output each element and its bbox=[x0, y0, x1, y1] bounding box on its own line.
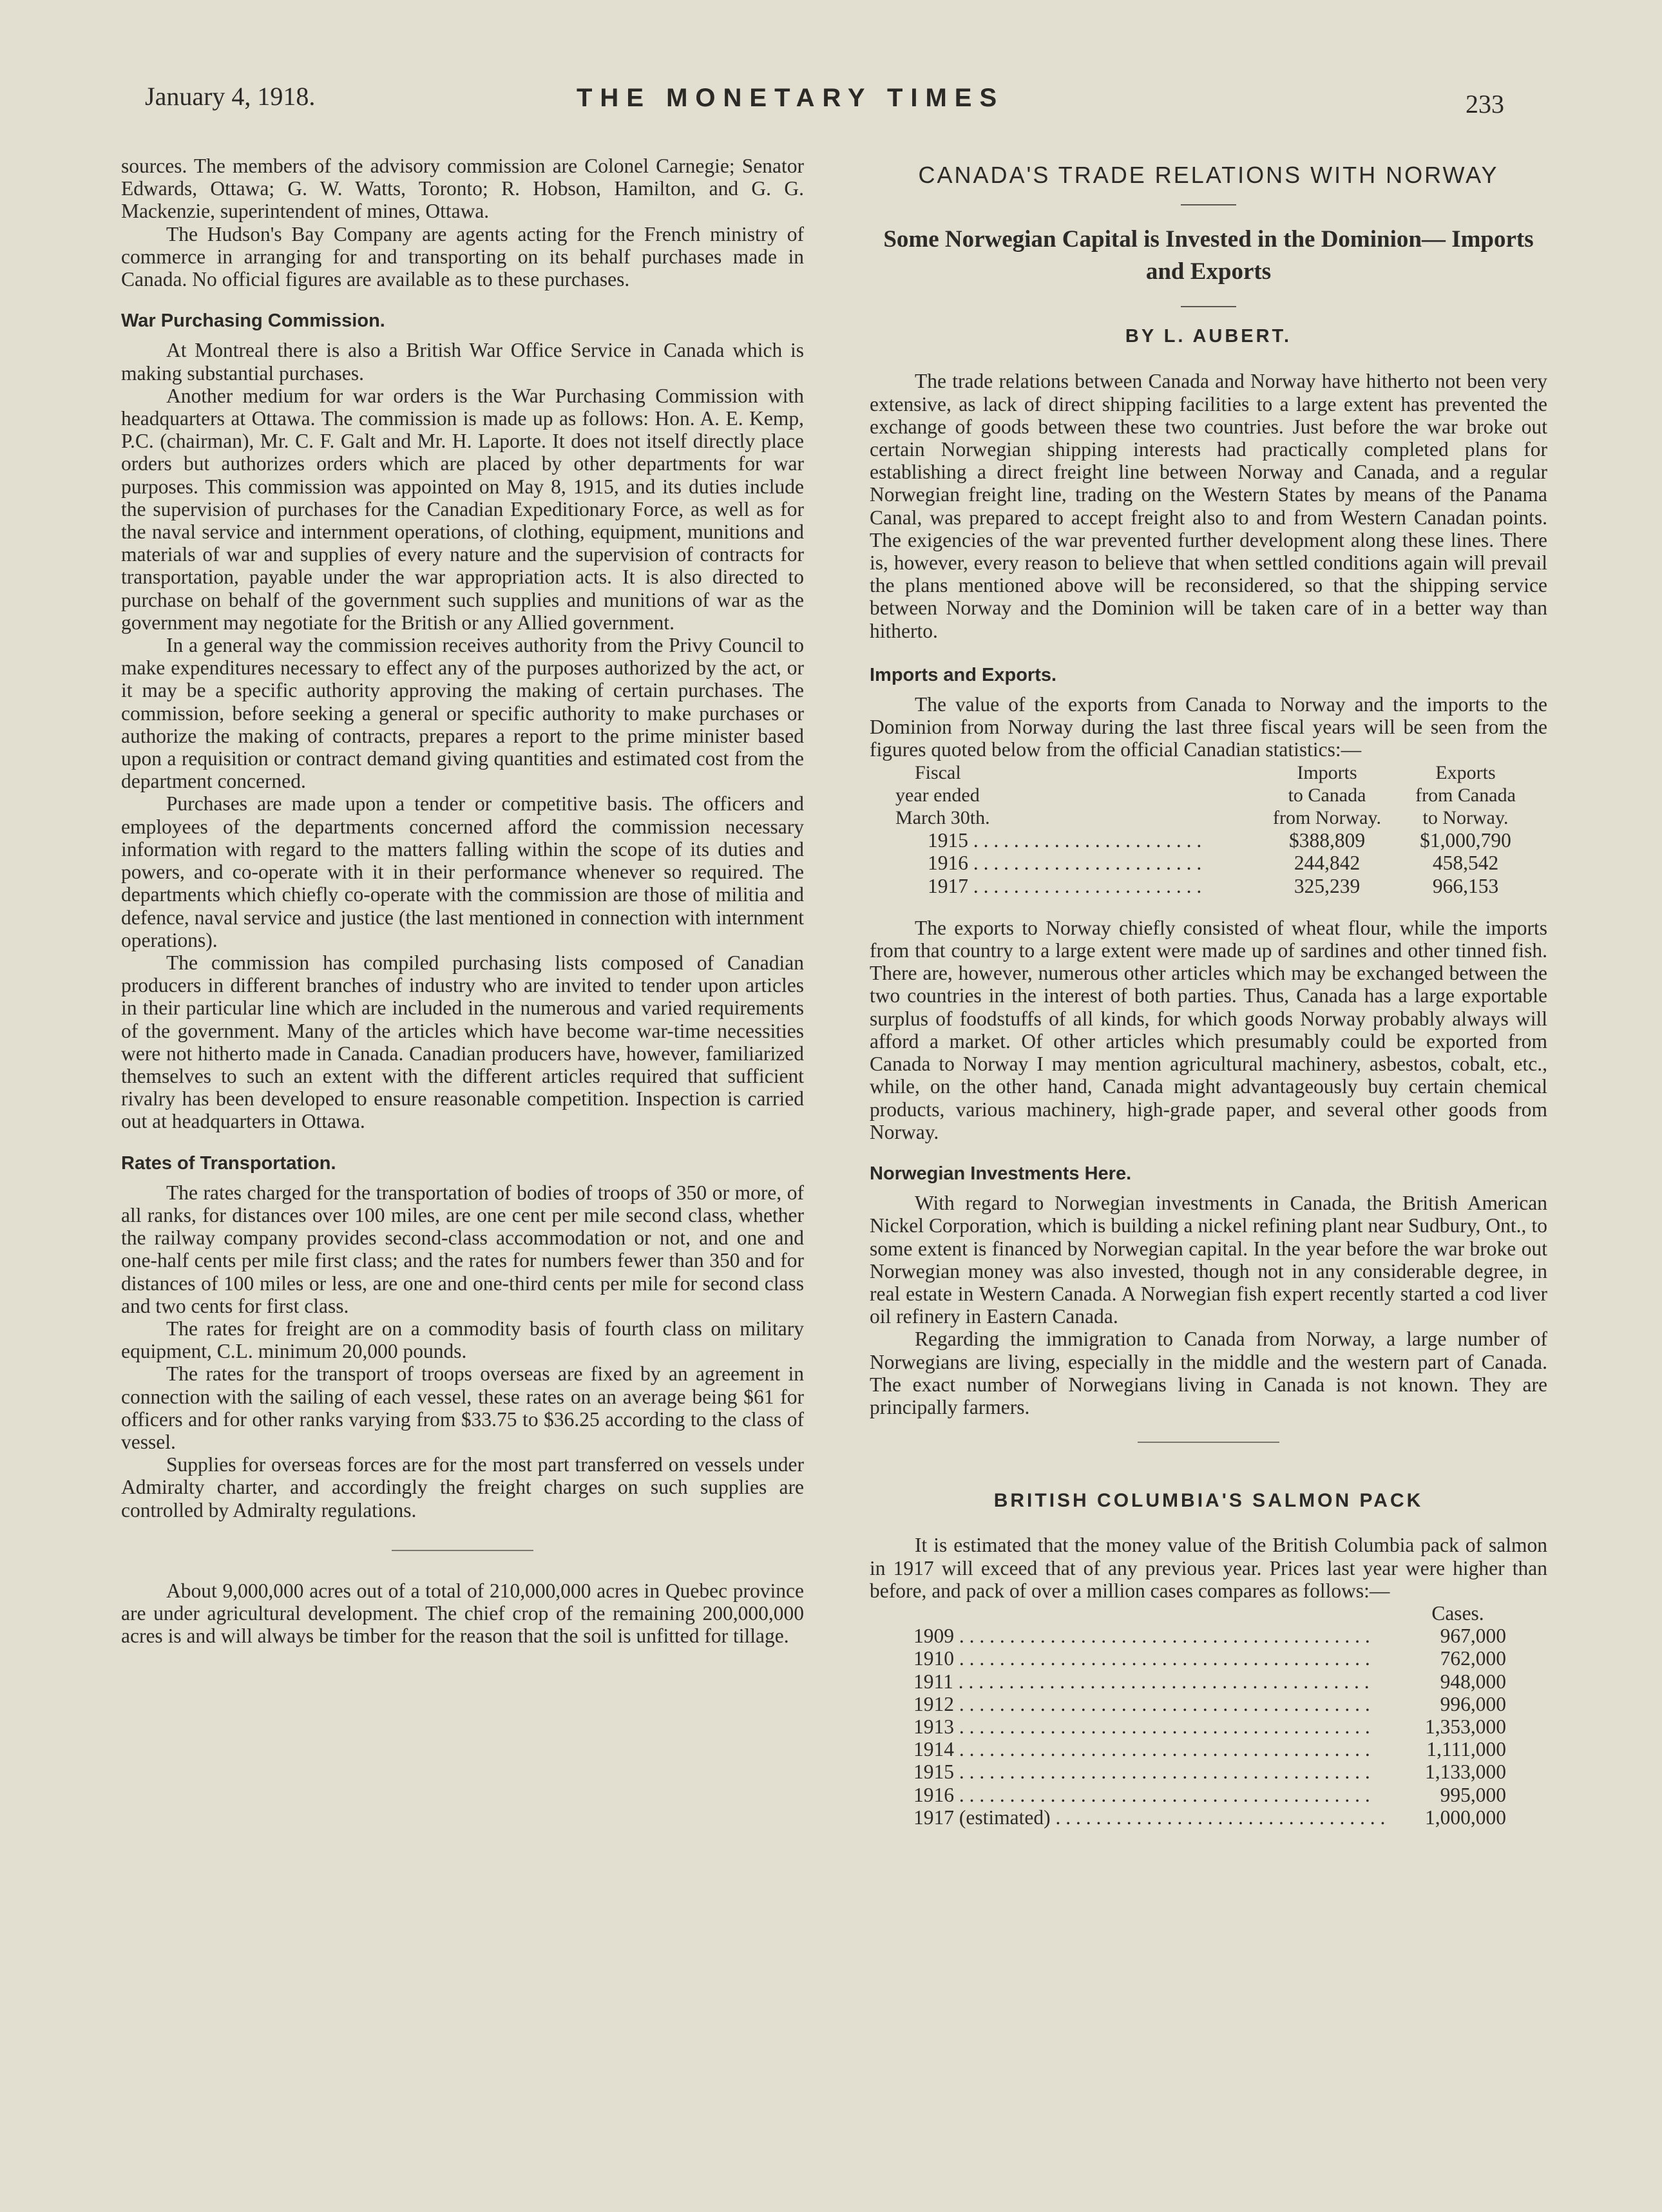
table-header-cell: to Canada bbox=[1288, 784, 1366, 806]
table-row: 1911 . . . . . . . . . . . . . . . . . . . . . . . . . . . . . . . . . . . . . . . . . 948,000 bbox=[913, 1670, 1506, 1693]
table-header-cell: to Norway. bbox=[1422, 807, 1509, 829]
page-header bbox=[145, 77, 1504, 129]
table-header-cell: Exports bbox=[1435, 761, 1496, 783]
paragraph: With regard to Norwegian investments in Canada, the British American Nickel Corporation, which is building a nickel refining plant near Sudbury, Ont., to some extent is financed by Norwegian capital. In the year before the war broke out Norwegian money was also invested, though not in any considerable degree, in real estate in Western Canada. A Norwegian fish expert recently started a cod liver oil refinery in Eastern Canada. bbox=[870, 1192, 1547, 1328]
table-cell: 966,153 bbox=[1432, 874, 1499, 897]
table-cell: 1,353,000 bbox=[1425, 1715, 1506, 1738]
table-cell: $1,000,790 bbox=[1420, 829, 1511, 852]
table-row: 1913 . . . . . . . . . . . . . . . . . . . . . . . . . . . . . . . . . . . . . . . . . 1,353,000 bbox=[913, 1715, 1506, 1738]
table-header-cell: Cases. bbox=[1431, 1601, 1484, 1625]
table-year: 1916 bbox=[913, 1783, 954, 1806]
table-year: 1913 bbox=[913, 1715, 954, 1738]
salmon-table bbox=[913, 1602, 1506, 1829]
article-title-salmon: BRITISH COLUMBIA'S SALMON PACK bbox=[993, 1490, 1424, 1512]
table-header-cell: March 30th. bbox=[895, 807, 990, 829]
paragraph: sources. The members of the advisory commission are Colonel Carnegie; Senator Edwards, Ottawa; G. W. Watts, Toronto; R. Hobson, Hamilton, and G. G. Mackenzie, superintendent of mines, Ottawa. bbox=[121, 155, 804, 223]
table-year: 1910 bbox=[913, 1647, 954, 1670]
table-cell: 244,842 bbox=[1294, 852, 1361, 875]
article-title-norway: CANADA'S TRADE RELATIONS WITH NORWAY bbox=[918, 162, 1499, 188]
section-heading-rates: Rates of Transportation. bbox=[121, 1152, 336, 1174]
section-heading-investments: Norwegian Investments Here. bbox=[870, 1163, 1132, 1184]
section-heading-war-purchasing: War Purchasing Commission. bbox=[121, 310, 385, 332]
article-subtitle: Some Norwegian Capital is Invested in the Dominion— Imports and Exports bbox=[883, 226, 1534, 285]
paragraph: The commission has compiled purchasing lists composed of Canadian producers in different branches of industry who are invited to tender upon articles in their particular line which are included in the numerous and varied requirements of the government. Many of the articles which have become war-time necessities were not hitherto made in Canada. Canadian producers have, however, familiarized themselves to such an extent with the different articles required that sufficient rivalry has been developed to ensure reasonable competition. Inspection is carried out at headquarters in Ottawa. bbox=[121, 951, 804, 1133]
paragraph: The rates for freight are on a commodity basis of fourth class on military equipment, C.L. minimum 20,000 pounds. bbox=[121, 1317, 804, 1363]
title-rule bbox=[1181, 204, 1236, 205]
paragraph: In a general way the commission receives authority from the Privy Council to make expenditures necessary to effect any of the purposes authorized by the act, or it may be a specific authority approving the making of certain purchases. The commission, before seeking a general or specific authority to make purchases or authorize the making of contracts, prepares a report to the prime minister based upon a requisition or contract demand giving quantities and estimated cost from the department concerned. bbox=[121, 634, 804, 793]
table-year: 1915 bbox=[928, 829, 968, 852]
paragraph: The Hudson's Bay Company are agents acting for the French ministry of commerce in arranging for and transporting on its behalf purchases made in Canada. No official figures are available as to these purchases. bbox=[121, 222, 804, 291]
table-row: 1909 . . . . . . . . . . . . . . . . . . . . . . . . . . . . . . . . . . . . . . . . . 967,000 bbox=[913, 1625, 1506, 1648]
title-rule bbox=[1181, 306, 1236, 307]
paragraph: Purchases are made upon a tender or competitive basis. The officers and employees of the departments concerned afford the commission necessary information with regard to the matters falling within the scope of its duties and powers, and co-operate with it in their performance whenever so required. The departments which chiefly co-operate with the commission are those of militia and defence, naval service and justice (the last mentioned in connection with internment operations). bbox=[121, 792, 804, 951]
table-year: 1915 bbox=[913, 1760, 954, 1784]
paragraph: At Montreal there is also a British War Office Service in Canada which is making substantial purchases. bbox=[121, 339, 804, 385]
paragraph: About 9,000,000 acres out of a total of 210,000,000 acres in Quebec province are under agricultural development. The chief crop of the remaining 200,000,000 acres is and will always be timber for the reason that the soil is unfitted for tillage. bbox=[121, 1579, 804, 1648]
table-row: 1915 . . . . . . . . . . . . . . . . . . . . . . . $388,809 $1,000,790 bbox=[895, 829, 1527, 852]
table-header-cell: from Norway. bbox=[1272, 807, 1381, 829]
table-row: 1916 . . . . . . . . . . . . . . . . . . . . . . . . . . . . . . . . . . . . . . . . . 995,000 bbox=[913, 1783, 1506, 1806]
table-cell: 1,000,000 bbox=[1425, 1806, 1506, 1829]
table-year: 1917 (estimated) bbox=[913, 1806, 1051, 1829]
table-header-cell: from Canada bbox=[1415, 784, 1516, 806]
paragraph: The rates charged for the transportation of bodies of troops of 350 or more, of all ranks, for distances over 100 miles, are one cent per mile second class, whether the railway company provides second-class accommodation or not, and one and one-half cents per mile first class; and the rates for numbers fewer than 350 and for distances of 100 miles or less, are one and one-third cents per mile for second class and two cents for first class. bbox=[121, 1181, 804, 1317]
paragraph: Supplies for overseas forces are for the most part transferred on vessels under Admiralty charter, and accordingly the freight charges on such supplies are controlled by Admiralty regulations. bbox=[121, 1453, 804, 1521]
table-row: 1914 . . . . . . . . . . . . . . . . . . . . . . . . . . . . . . . . . . . . . . . . . 1,111,000 bbox=[913, 1738, 1506, 1761]
table-cell: 458,542 bbox=[1432, 852, 1499, 875]
table-cell: 325,239 bbox=[1294, 874, 1361, 897]
paragraph: Another medium for war orders is the War Purchasing Commission with headquarters at Ottawa. The commission is made up as follows: Hon. A. E. Kemp, P.C. (chairman), Mr. C. F. Galt and Mr. H. Laporte. It does not itself directly place orders but authorizes orders which are placed by other departments for war purposes. This commission was appointed on May 8, 1915, and its duties include the supervision of purchases for the Canadian Expeditionary Force, as well as for the naval service and internment operations, of clothing, equipment, munitions and materials of war and supplies of every nature and the supervision of contracts for transportation, payable under the war appropriation acts. It is also directed to purchase on behalf of the government such supplies and munitions of war as the government may negotiate for the British or any Allied government. bbox=[121, 384, 804, 634]
page-number: 233 bbox=[1466, 90, 1504, 119]
paragraph: The value of the exports from Canada to Norway and the imports to the Dominion from Norway during the last three fiscal years will be seen from the figures quoted below from the official Canadian statistics:— bbox=[870, 693, 1547, 761]
publication-title: THE MONETARY TIMES bbox=[577, 84, 1005, 112]
table-cell: 1,133,000 bbox=[1425, 1760, 1506, 1784]
table-row: 1917 (estimated) . . . . . . . . . . . . . . . . . . . . . . . . . . . . . . . . . 1,000,000 bbox=[913, 1806, 1506, 1829]
table-year: 1909 bbox=[913, 1625, 954, 1648]
section-divider bbox=[1138, 1442, 1279, 1443]
table-cell: $388,809 bbox=[1288, 829, 1366, 852]
paragraph: The rates for the transport of troops overseas are fixed by an agreement in connection with the sailing of each vessel, these rates on an average being $61 for officers and for other ranks varying from $33.75 to $36.25 according to the class of vessel. bbox=[121, 1362, 804, 1453]
table-year: 1914 bbox=[913, 1738, 954, 1761]
table-cell: 948,000 bbox=[1440, 1670, 1506, 1693]
table-row: 1915 . . . . . . . . . . . . . . . . . . . . . . . . . . . . . . . . . . . . . . . . . 1,133,000 bbox=[913, 1760, 1506, 1784]
paragraph: The exports to Norway chiefly consisted of wheat flour, while the imports from that country to a large extent were made up of sardines and other tinned fish. There are, however, numerous other articles which may be exchanged between the two countries in the interest of both parties. Thus, Canada has a large exportable surplus of foodstuffs of all kinds, for which goods Norway probably always will afford a market. Of other articles which presumably could be exported from Canada to Norway I may mention agricultural machinery, asbestos, cobalt, etc., while, on the other hand, Canada might advantageously buy certain chemical products, various machinery, high-grade paper, and several other goods from Norway. bbox=[870, 916, 1547, 1143]
byline: BY L. AUBERT. bbox=[1125, 326, 1292, 347]
table-header-cell: year ended bbox=[895, 784, 980, 806]
table-header-cell: Imports bbox=[1297, 761, 1357, 783]
table-cell: 1,111,000 bbox=[1426, 1738, 1506, 1761]
table-cell: 996,000 bbox=[1440, 1692, 1506, 1715]
paragraph: The trade relations between Canada and Norway have hitherto not been very extensive, as lack of direct shipping facilities to a large extent has prevented the exchange of goods between these two countries. Just before the war broke out certain Norwegian shipping interests had practically completed plans for establishing a direct freight line between Norway and Canada, and a regular Norwegian freight line, trading on the Western States by means of the Panama Canal, was prepared to accept freight also to and from Western Canadan points. The exigencies of the war prevented further development along these lines. There is, however, every reason to believe that when settled conditions again will prevail the plans mentioned above will be reconsidered, so that the shipping service between Norway and the Dominion will be taken care of in a better way than hitherto. bbox=[870, 370, 1547, 642]
table-year: 1911 bbox=[913, 1670, 953, 1693]
table-row: 1916 . . . . . . . . . . . . . . . . . . . . . . . 244,842 458,542 bbox=[895, 852, 1527, 874]
trade-table bbox=[895, 761, 1527, 897]
table-row: 1917 . . . . . . . . . . . . . . . . . . . . . . . 325,239 966,153 bbox=[895, 875, 1527, 897]
left-column bbox=[121, 155, 804, 1647]
section-divider bbox=[392, 1550, 533, 1551]
header-date: January 4, 1918. bbox=[145, 82, 316, 111]
table-header-cell: Fiscal bbox=[915, 761, 961, 783]
table-row: 1912 . . . . . . . . . . . . . . . . . . . . . . . . . . . . . . . . . . . . . . . . . 996,000 bbox=[913, 1692, 1506, 1715]
right-column bbox=[870, 155, 1547, 1829]
section-heading-imports: Imports and Exports. bbox=[870, 664, 1057, 685]
paragraph: It is estimated that the money value of the British Columbia pack of salmon in 1917 will exceed that of any previous year. Prices last year were higher than before, and pack of over a million cases compares as follows:— bbox=[870, 1534, 1547, 1602]
paragraph: Regarding the immigration to Canada from Norway, a large number of Norwegians are living, especially in the middle and the western part of Canada. The exact number of Norwegians living in Canada is not known. They are principally farmers. bbox=[870, 1328, 1547, 1418]
table-year: 1916 bbox=[928, 852, 968, 875]
table-cell: 762,000 bbox=[1440, 1647, 1506, 1670]
table-row: 1910 . . . . . . . . . . . . . . . . . . . . . . . . . . . . . . . . . . . . . . . . . 762,000 bbox=[913, 1647, 1506, 1670]
table-cell: 967,000 bbox=[1440, 1625, 1506, 1648]
table-year: 1912 bbox=[913, 1692, 954, 1715]
table-year: 1917 bbox=[928, 874, 968, 897]
table-cell: 995,000 bbox=[1440, 1783, 1506, 1806]
